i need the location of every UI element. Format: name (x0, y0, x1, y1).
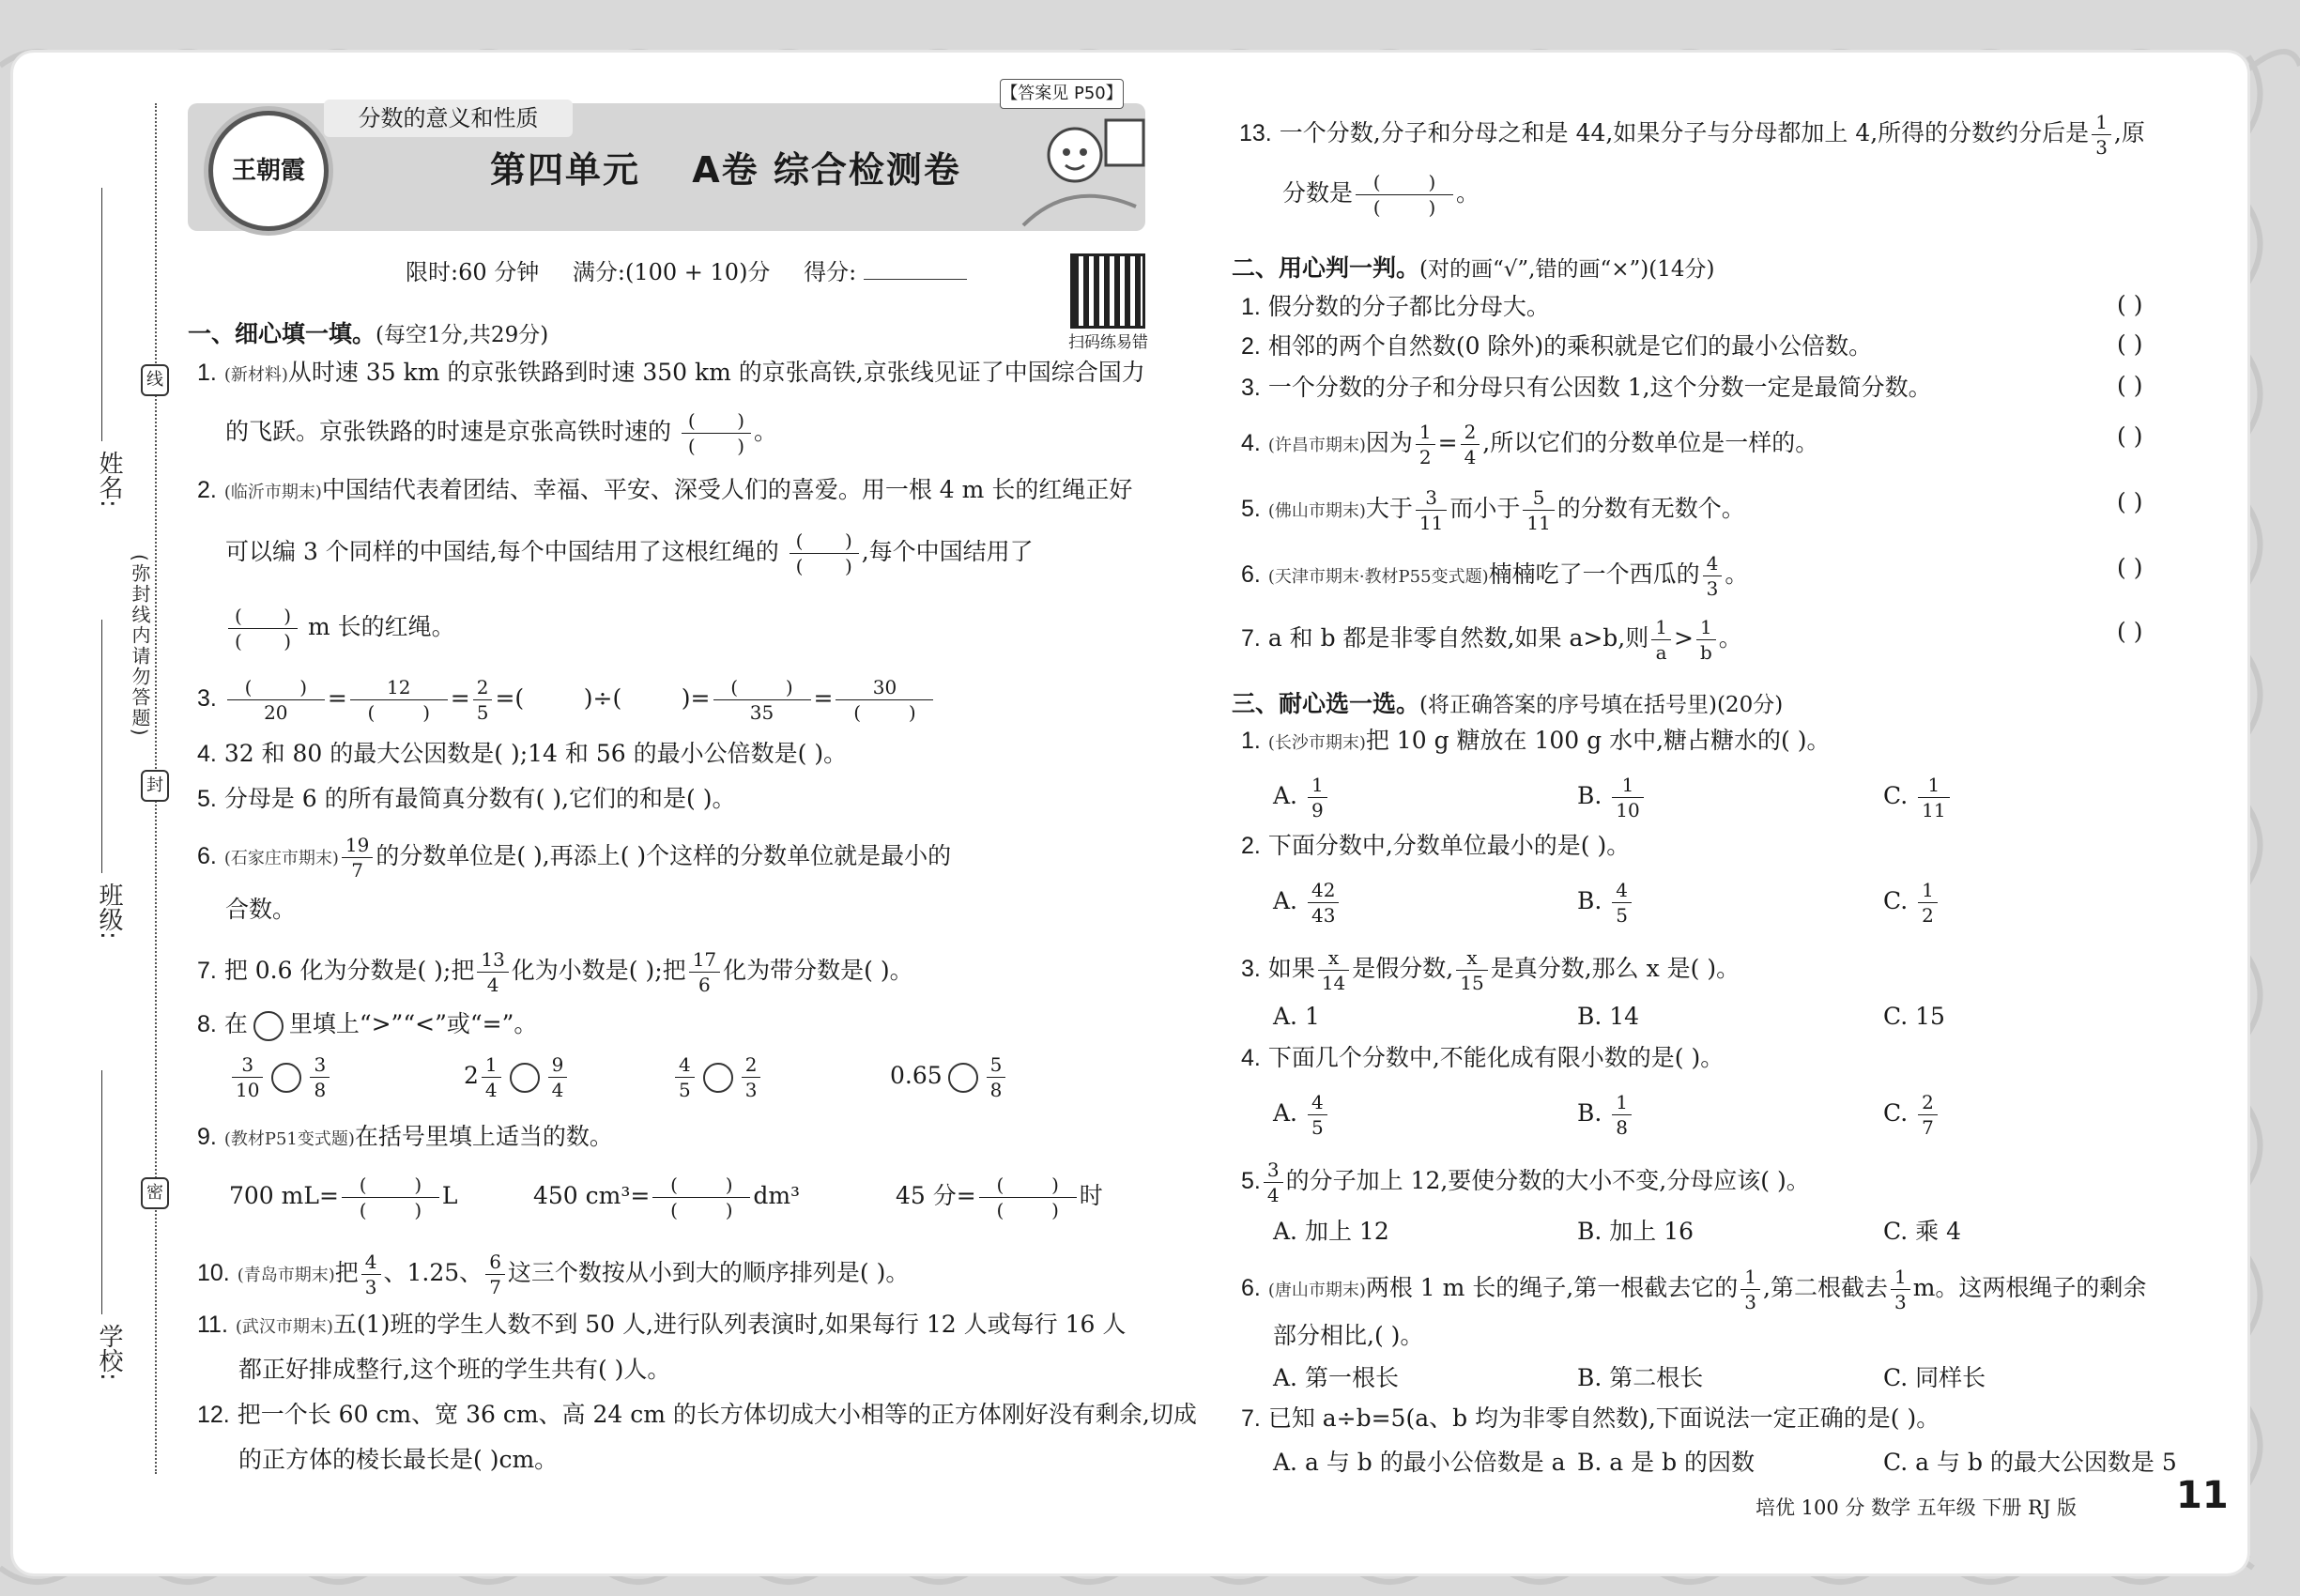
q2-line2b: ,每个中国结用了 (861, 538, 1034, 565)
question-5: 5. 分母是 6 的所有最简真分数有( ),它们的和是( )。 (197, 785, 736, 812)
question-13: 13. 一个分数,分子和分母之和是 44,如果分子与分母都加上 4,所得的分数约分后是 $\frac{1}{3}$ ,原 (1239, 111, 2145, 159)
q9-item-a: 700 mL= $\frac{( )}{( )}$ L (229, 1174, 458, 1221)
time-limit: 限时:60 分钟 (406, 259, 540, 285)
page-number: 11 (2176, 1474, 2229, 1517)
judge-answer-1[interactable]: ( ) (2117, 291, 2143, 318)
choice-6-option-b[interactable]: B. 第二根长 (1577, 1364, 1704, 1391)
question-12-line2: 的正方体的棱长最长是( )cm。 (238, 1446, 559, 1473)
q3-frac-2[interactable]: $\frac{12}{( )}$ (350, 678, 448, 722)
judge-item-6: 6. (天津市期末·教材P55变式题)楠楠吃了一个西瓜的 $\frac{4}{3}$ 。 (1241, 552, 1749, 600)
choice-1-option-a[interactable]: A. $\frac{1}{9}$ (1273, 775, 1330, 820)
choice-question-6-line2: 部分相比,( )。 (1273, 1322, 1424, 1349)
title-unit: 第四单元 (490, 149, 641, 191)
question-2-line2 (225, 531, 1034, 575)
seal-xian: 线 (141, 364, 169, 396)
q9-item-c: 45 分= $\frac{( )}{( )}$ 时 (896, 1174, 1103, 1221)
section1-title (188, 315, 548, 349)
footer-book-info: 培优 100 分 数学 五年级 下册 RJ 版 (1756, 1496, 2078, 1519)
choice-2-option-a[interactable]: A. $\frac{42}{43}$ (1273, 881, 1342, 925)
question-9: 9. (教材P51变式题)在括号里填上适当的数。 (197, 1123, 613, 1150)
judge-item-2: 2. 相邻的两个自然数(0 除外)的乘积就是它们的最小公倍数。 (1241, 332, 1873, 360)
choice-4-option-a[interactable]: A. $\frac{4}{5}$ (1273, 1093, 1330, 1137)
choice-3-option-b[interactable]: B. 14 (1577, 1003, 1640, 1030)
q1-source: (新材料) (223, 365, 288, 385)
q6-line1: 的分数单位是( ),再添上( )个这样的分数单位就是最小的 (376, 842, 952, 869)
choice-5-option-a[interactable]: A. 加上 12 (1273, 1218, 1389, 1245)
judge-answer-7[interactable]: ( ) (2117, 618, 2143, 645)
question-12: 12. 把一个长 60 cm、宽 36 cm、高 24 cm 的长方体切成大小相等的正方体刚好没有剩余,切成 (197, 1401, 1197, 1428)
answer-reference: 【答案见 P50】 (1000, 79, 1124, 109)
q8-item-2: 2 $\frac{1}{4}$ $\frac{9}{4}$ (464, 1055, 570, 1099)
choice-2-option-b[interactable]: B. $\frac{4}{5}$ (1577, 881, 1634, 925)
score-field[interactable] (864, 279, 967, 280)
section1-note: (每空1分,共29分) (376, 323, 549, 347)
q1-end: 。 (753, 418, 777, 445)
choice-7-option-c[interactable]: C. a 与 b 的最大公因数是 5 (1883, 1449, 2177, 1476)
question-3: 3. $\frac{( )}{20}$ = $\frac{12}{( )}$ = $\frac{2}{5}$ =( )÷( )= $\frac{( )}{35}$ = $\frac{30}{( )}$ (197, 678, 936, 722)
question-1-line2 (225, 411, 777, 455)
q9-item-b: 450 cm³= $\frac{( )}{( )}$ dm³ (533, 1174, 801, 1221)
qr-code[interactable] (1070, 253, 1145, 329)
header-subtitle: 分数的意义和性质 (324, 100, 573, 137)
q3-division: )÷( (583, 684, 622, 712)
q1-line2: 的飞跃。京张铁路的时速是京张高铁时速的 (225, 418, 672, 445)
q8-item-1: $\frac{3}{10}$ $\frac{3}{8}$ (229, 1055, 332, 1099)
q2-answer-fraction-2[interactable]: $\frac{( )}{( )}$ (228, 606, 298, 651)
choice-4-option-c[interactable]: C. $\frac{2}{7}$ (1883, 1093, 1940, 1137)
seal-feng: 封 (141, 770, 169, 802)
question-13-line2: 分数是 $\frac{( )}{( )}$ 。 (1282, 171, 1480, 219)
choice-7-option-b[interactable]: B. a 是 b 的因数 (1577, 1449, 1756, 1476)
seal-mi: 密 (141, 1177, 169, 1209)
q6-fraction: $\frac{19}{7}$ (342, 836, 373, 880)
choice-question-5: 5. $\frac{3}{4}$ 的分子加上 12,要使分数的大小不变,分母应该( )。 (1241, 1159, 1810, 1206)
q2-line1: 中国结代表着团结、幸福、平安、深受人们的喜爱。用一根 4 m 长的红绳正好 (321, 476, 1133, 503)
name-underline (101, 188, 102, 441)
qr-caption: 扫码练易错 (1068, 333, 1148, 352)
q8-item-3: $\frac{4}{5}$ $\frac{2}{3}$ (672, 1055, 763, 1099)
exam-info (406, 253, 967, 286)
judge-item-7: 7. a 和 b 都是非零自然数,如果 a>b,则 $\frac{1}{a}$ > $\frac{1}{b}$ 。 (1241, 616, 1742, 664)
judge-answer-3[interactable]: ( ) (2117, 372, 2143, 399)
page-title (490, 141, 961, 192)
choice-1-option-b[interactable]: B. $\frac{1}{10}$ (1577, 775, 1647, 820)
judge-answer-5[interactable]: ( ) (2117, 488, 2143, 515)
q3-frac-1[interactable]: $\frac{( )}{20}$ (227, 678, 325, 722)
q3-frac-3: $\frac{2}{5}$ (473, 678, 493, 722)
q3-frac-5[interactable]: $\frac{30}{( )}$ (836, 678, 933, 722)
compare-circle-4[interactable] (948, 1063, 978, 1093)
q1-number: 1. (197, 360, 217, 386)
choice-1-option-c[interactable]: C. $\frac{1}{11}$ (1883, 775, 1953, 820)
judge-item-1: 1. 假分数的分子都比分母大。 (1241, 293, 1550, 320)
compare-circle-2[interactable] (510, 1063, 540, 1093)
full-score: 满分:(100 + 10)分 (572, 259, 771, 285)
judge-answer-4[interactable]: ( ) (2117, 422, 2143, 450)
choice-7-option-a[interactable]: A. a 与 b 的最小公倍数是 a (1273, 1449, 1566, 1476)
q2-source: (临沂市期末) (223, 483, 322, 502)
score-label: 得分: (804, 259, 857, 285)
judge-item-3: 3. 一个分数的分子和分母只有公因数 1,这个分数一定是最简分数。 (1241, 374, 1932, 401)
choice-question-2: 2. 下面分数中,分数单位最小的是( )。 (1241, 832, 1631, 859)
judge-answer-2[interactable]: ( ) (2117, 330, 2143, 358)
choice-5-option-b[interactable]: B. 加上 16 (1577, 1218, 1694, 1245)
class-underline (101, 620, 102, 873)
q3-frac-4[interactable]: $\frac{( )}{35}$ (713, 678, 811, 722)
question-8: 8. 在 里填上“>”“<”或“=”。 (197, 1008, 537, 1041)
choice-5-option-c[interactable]: C. 乘 4 (1883, 1218, 1961, 1245)
q1-answer-fraction[interactable]: $\frac{( )}{( )}$ (682, 411, 751, 455)
q5-text: 分母是 6 的所有最简真分数有( ),它们的和是( )。 (223, 785, 736, 812)
q2-answer-fraction-1[interactable]: $\frac{( )}{( )}$ (790, 531, 859, 575)
question-6-line2: 合数。 (225, 896, 297, 923)
school-label: 学校: (95, 1324, 123, 1381)
question-1 (197, 357, 1145, 391)
mascot-illustration (995, 103, 1155, 231)
judge-answer-6[interactable]: ( ) (2117, 554, 2143, 581)
compare-circle-1[interactable] (271, 1063, 301, 1093)
choice-4-option-b[interactable]: B. $\frac{1}{8}$ (1577, 1093, 1634, 1137)
q2-line2a: 可以编 3 个同样的中国结,每个中国结用了这根红绳的 (225, 538, 779, 565)
school-underline (101, 1070, 102, 1314)
choice-question-4: 4. 下面几个分数中,不能化成有限小数的是( )。 (1241, 1044, 1725, 1071)
name-label: 姓名: (95, 451, 123, 508)
question-4: 4. 32 和 80 的最大公因数是( );14 和 56 的最小公倍数是( )。 (197, 740, 848, 767)
q4-text: 32 和 80 的最大公因数是( );14 和 56 的最小公倍数是( )。 (223, 740, 848, 767)
binding-notice: (弥封线内请勿答题) (129, 554, 151, 738)
choice-question-1: 1. (长沙市期末)把 10 g 糖放在 100 g 水中,糖占糖水的( )。 (1241, 727, 1831, 754)
section2-title: 二、用心判一判。(对的画“√”,错的画“×”)(14分) (1232, 254, 1715, 282)
question-2-line3 (225, 606, 455, 651)
judge-item-4: 4. (许昌市期末)因为 $\frac{1}{2}$ = $\frac{2}{4}$ ,所以它们的分数单位是一样的。 (1241, 421, 1819, 468)
logo-text: 王朝霞 (231, 157, 305, 185)
choice-2-option-c[interactable]: C. $\frac{1}{2}$ (1883, 881, 1940, 925)
q2-number: 2. (197, 477, 217, 503)
q8-item-4: 0.65 $\frac{5}{8}$ (890, 1055, 1008, 1099)
q2-line3: m 长的红绳。 (307, 613, 455, 640)
question-6: 6. (石家庄市期末) $\frac{19}{7}$ 的分数单位是( ),再添上( )个这样的分数单位就是最小的 (197, 834, 952, 882)
class-label: 班级: (95, 882, 123, 940)
question-11: 11. (武汉市期末)五(1)班的学生人数不到 50 人,进行队列表演时,如果每行 12 人或每行 16 人 (197, 1311, 1127, 1338)
choice-3-option-a[interactable]: A. 1 (1273, 1003, 1320, 1030)
question-7: 7. 把 0.6 化为分数是( );把 $\frac{13}{4}$ 化为小数是( );把 $\frac{17}{6}$ 化为带分数是( )。 (197, 948, 913, 996)
choice-6-option-c[interactable]: C. 同样长 (1883, 1364, 1986, 1391)
question-10: 10. (青岛市期末)把 $\frac{4}{3}$ 、1.25、 $\frac{6}{7}$ 这三个数按从小到大的顺序排列是( )。 (197, 1251, 910, 1298)
choice-3-option-c[interactable]: C. 15 (1883, 1003, 1945, 1030)
q3-number: 3. (197, 685, 217, 712)
choice-6-option-a[interactable]: A. 第一根长 (1273, 1364, 1399, 1391)
question-11-line2: 都正好排成整行,这个班的学生共有( )人。 (238, 1356, 671, 1383)
circle-icon (253, 1011, 284, 1041)
section1-heading: 一、细心填一填。 (188, 320, 376, 347)
title-a: A卷 (692, 149, 759, 191)
judge-item-5: 5. (佛山市期末)大于 $\frac{3}{11}$ 而小于 $\frac{5}{11}$ 的分数有无数个。 (1241, 486, 1745, 534)
title-rest: 综合检测卷 (773, 149, 961, 191)
q1-line1: 从时速 35 km 的京张铁路到时速 350 km 的京张高铁,京张线见证了中国综合国力 (287, 359, 1145, 386)
choice-question-3: 3. 如果 $\frac{x}{14}$ 是假分数, $\frac{x}{15}$ 是真分数,那么 x 是( )。 (1241, 946, 1740, 994)
question-2 (197, 474, 1132, 509)
choice-question-7: 7. 已知 a÷b=5(a、b 均为非零自然数),下面说法一定正确的是( )。 (1241, 1404, 1940, 1432)
brand-logo (208, 111, 329, 231)
choice-question-6: 6. (唐山市期末)两根 1 m 长的绳子,第一根截去它的 $\frac{1}{3}$ ,第二根截去 $\frac{1}{3}$ m。这两根绳子的剩余 (1241, 1266, 2147, 1313)
compare-circle-3[interactable] (703, 1063, 733, 1093)
section3-title: 三、耐心选一选。(将正确答案的序号填在括号里)(20分) (1232, 690, 1784, 717)
